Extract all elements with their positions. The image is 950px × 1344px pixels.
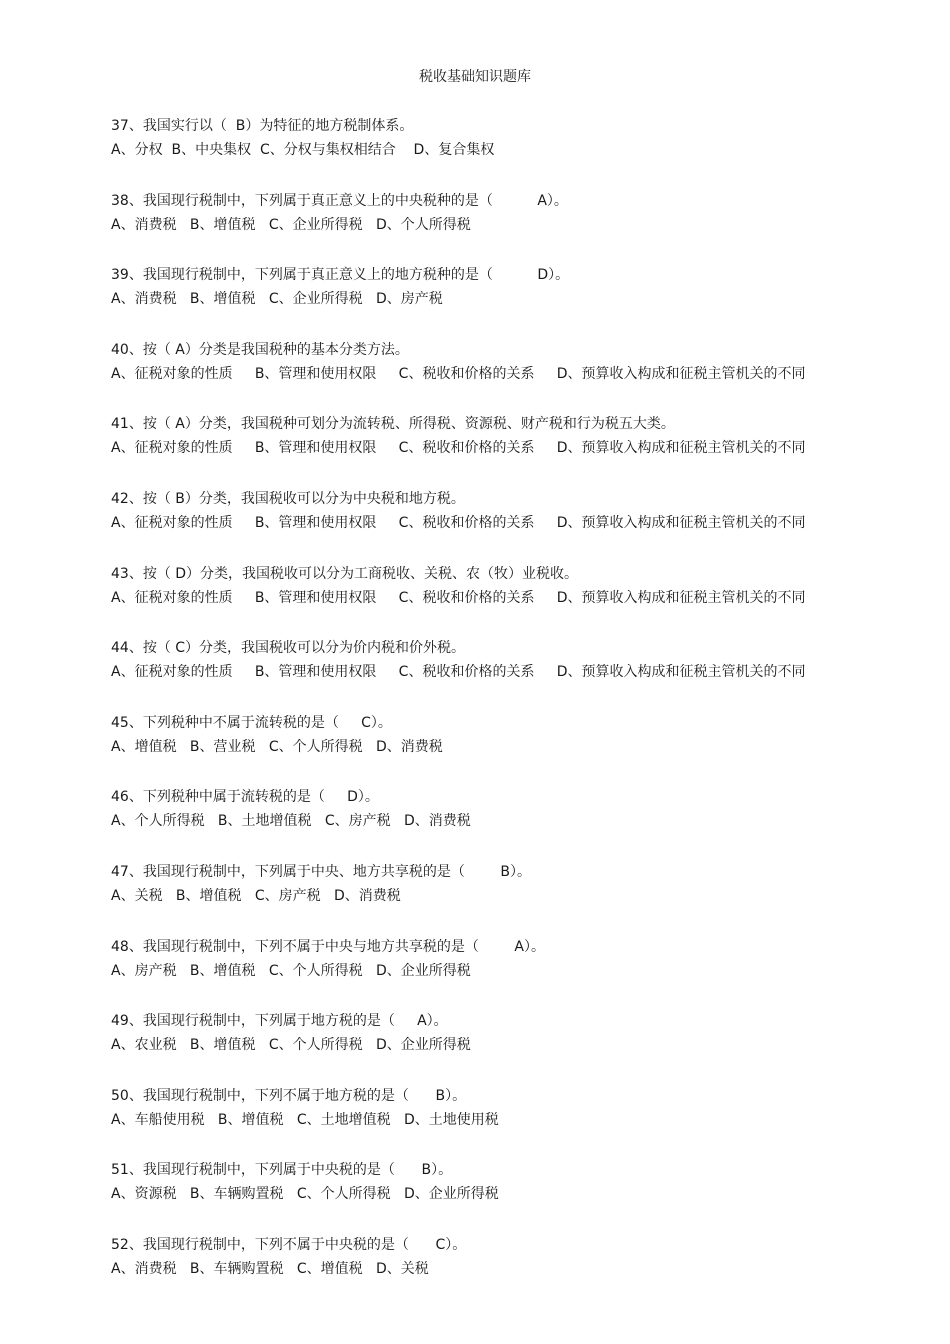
question-options: A、车船使用税 B、增值税 C、土地增值税 D、土地使用税 (111, 1111, 499, 1128)
question-42 (111, 489, 911, 564)
question-text: 42、按（ B）分类，我国税收可以分为中央税和地方税。 (111, 490, 465, 507)
question-options: A、房产税 B、增值税 C、个人所得税 D、企业所得税 (111, 962, 471, 979)
question-options: A、征税对象的性质 B、管理和使用权限 C、税收和价格的关系 D、预算收入构成和征税主管机关的不同 (111, 440, 806, 457)
question-45 (111, 713, 911, 788)
question-text: 49、我国现行税制中，下列属于地方税的是（ A）。 (111, 1013, 448, 1030)
question-46 (111, 787, 911, 862)
question-options: A、资源税 B、车辆购置税 C、个人所得税 D、企业所得税 (111, 1186, 499, 1203)
question-43 (111, 564, 911, 639)
question-49 (111, 1011, 911, 1086)
question-text: 37、我国实行以（ B）为特征的地方税制体系。 (111, 118, 414, 134)
question-options: A、农业税 B、增值税 C、个人所得税 D、企业所得税 (111, 1037, 471, 1054)
question-options: A、征税对象的性质 B、管理和使用权限 C、税收和价格的关系 D、预算收入构成和征税主管机关的不同 (111, 664, 806, 681)
question-options: A、关税 B、增值税 C、房产税 D、消费税 (111, 887, 401, 904)
question-options: A、个人所得税 B、土地增值税 C、房产税 D、消费税 (111, 813, 471, 830)
question-37 (111, 116, 911, 191)
question-options: A、征税对象的性质 B、管理和使用权限 C、税收和价格的关系 D、预算收入构成和征税主管机关的不同 (111, 514, 806, 531)
question-options: A、消费税 B、车辆购置税 C、增值税 D、关税 (111, 1260, 429, 1277)
question-options: A、征税对象的性质 B、管理和使用权限 C、税收和价格的关系 D、预算收入构成和征税主管机关的不同 (111, 589, 806, 606)
question-47 (111, 862, 911, 937)
question-text: 47、我国现行税制中，下列属于中央、地方共享税的是（ B）。 (111, 863, 532, 880)
question-options: A、征税对象的性质 B、管理和使用权限 C、税收和价格的关系 D、预算收入构成和征税主管机关的不同 (111, 365, 806, 382)
question-38 (111, 191, 911, 266)
page-header-title: 税收基础知识题库 (419, 69, 531, 85)
question-text: 40、按（ A）分类是我国税种的基本分类方法。 (111, 341, 409, 358)
question-52 (111, 1235, 911, 1310)
question-list (111, 116, 911, 1310)
question-text: 41、按（ A）分类，我国税种可划分为流转税、所得税、资源税、财产税和行为税五大类。 (111, 416, 675, 433)
question-50 (111, 1086, 911, 1161)
question-text: 39、我国现行税制中，下列属于真正意义上的地方税种的是（ D）。 (111, 267, 570, 284)
question-text: 45、下列税种中不属于流转税的是（ C）。 (111, 714, 392, 731)
question-48 (111, 937, 911, 1012)
question-text: 50、我国现行税制中，下列不属于地方税的是（ B）。 (111, 1087, 467, 1104)
question-options: A、消费税 B、增值税 C、企业所得税 D、个人所得税 (111, 216, 471, 233)
question-text: 38、我国现行税制中，下列属于真正意义上的中央税种的是（ A）。 (111, 192, 568, 209)
question-39 (111, 265, 911, 340)
question-options: A、增值税 B、营业税 C、个人所得税 D、消费税 (111, 738, 443, 755)
question-51 (111, 1160, 911, 1235)
question-text: 43、按（ D）分类，我国税收可以分为工商税收、关税、农（牧）业税收。 (111, 565, 579, 582)
question-text: 52、我国现行税制中，下列不属于中央税的是（ C）。 (111, 1236, 467, 1253)
question-44 (111, 638, 911, 713)
question-text: 44、按（ C）分类，我国税收可以分为价内税和价外税。 (111, 640, 466, 657)
question-41 (111, 414, 911, 489)
question-text: 48、我国现行税制中，下列不属于中央与地方共享税的是（ A）。 (111, 938, 545, 955)
question-40 (111, 340, 911, 415)
question-text: 51、我国现行税制中，下列属于中央税的是（ B）。 (111, 1162, 453, 1179)
question-text: 46、下列税种中属于流转税的是（ D）。 (111, 789, 379, 806)
question-options: A、分权 B、中央集权 C、分权与集权相结合 D、复合集权 (111, 142, 495, 158)
question-options: A、消费税 B、增值税 C、企业所得税 D、房产税 (111, 291, 443, 308)
